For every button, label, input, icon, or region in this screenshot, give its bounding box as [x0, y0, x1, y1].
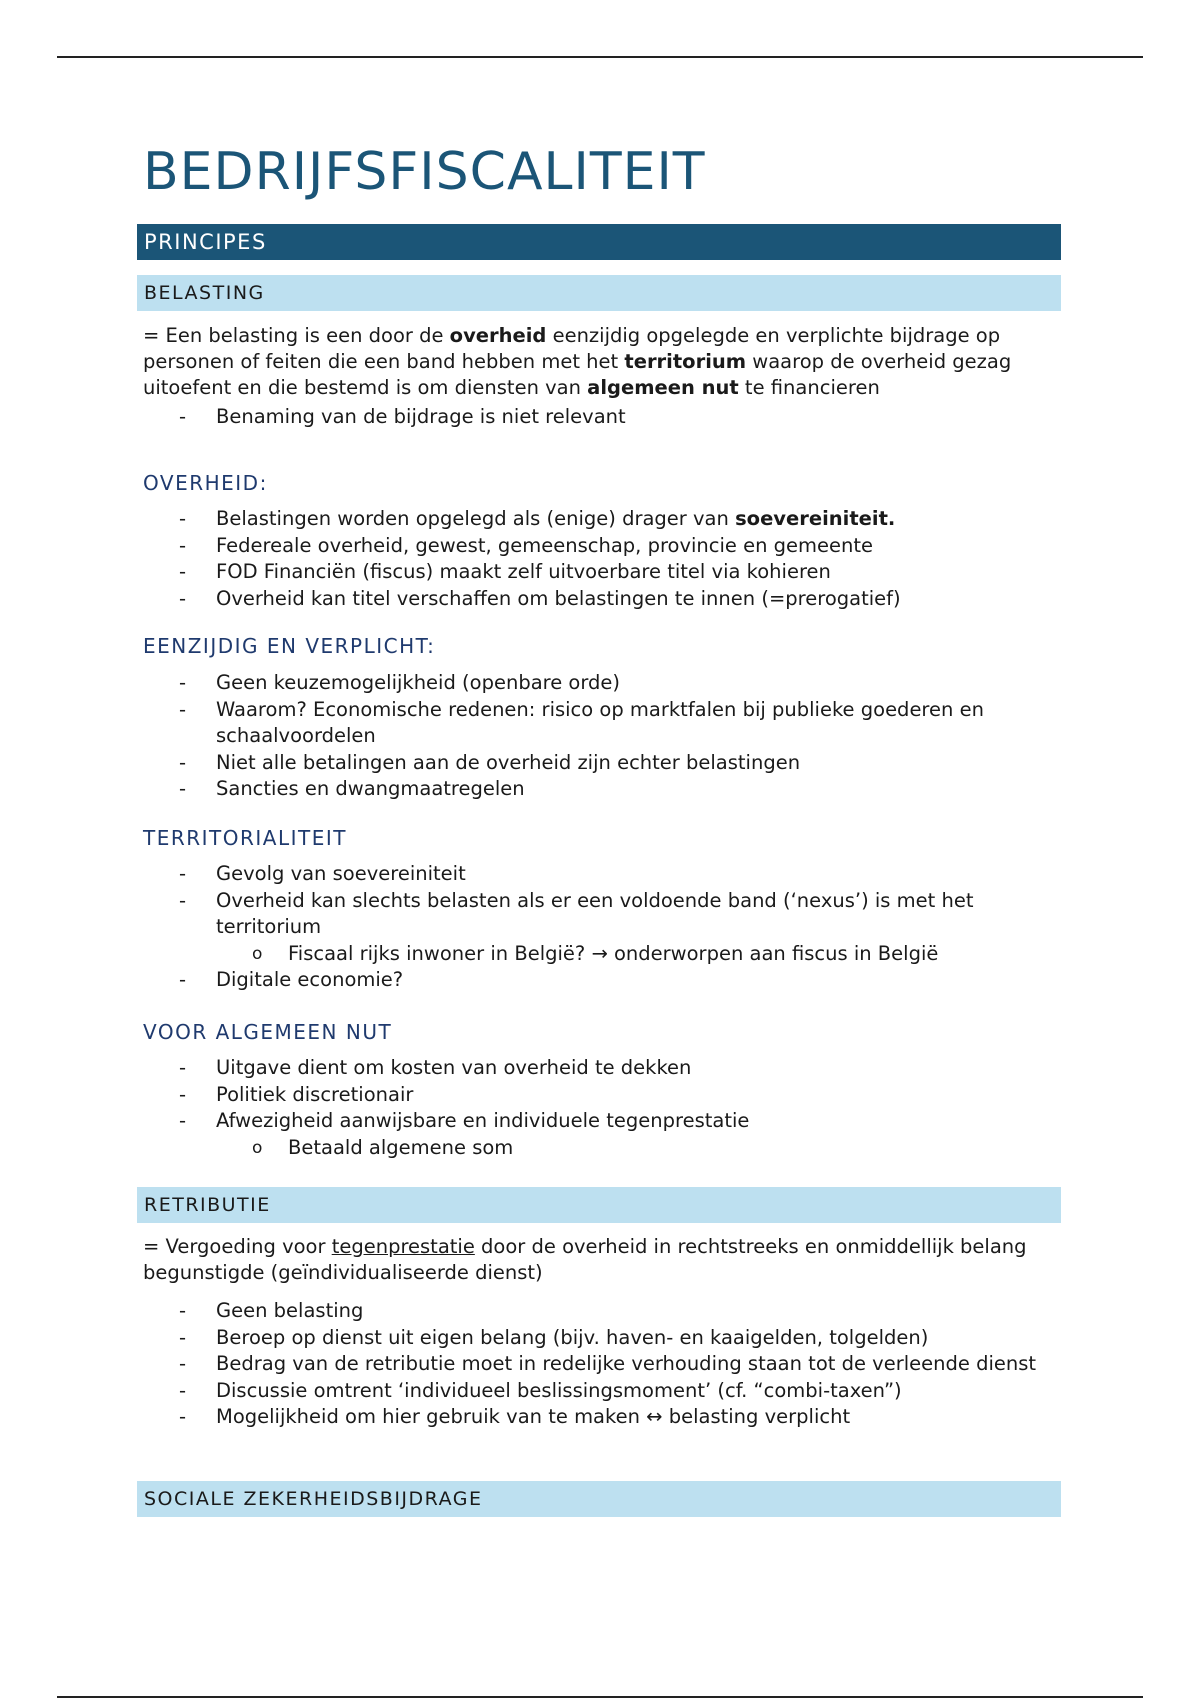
retributie-list — [143, 1298, 1058, 1431]
heading-eenzijdig: EENZIJDIG EN VERPLICHT: — [143, 634, 436, 658]
list-item: - Overheid kan slechts belasten als er een voldoende band (‘nexus’) is met het territorium — [179, 888, 974, 938]
list-item: - Overheid kan titel verschaffen om belastingen te innen (=prerogatief) — [179, 586, 901, 610]
list-item: - Mogelijkheid om hier gebruik van te maken ↔ belasting verplicht — [179, 1405, 851, 1428]
territorialiteit-list — [143, 861, 1058, 994]
list-item: - Federeale overheid, gewest, gemeenschap, provincie en gemeente — [179, 533, 874, 557]
list-item: - Gevolg van soevereiniteit — [179, 862, 466, 885]
footer-rule — [57, 1696, 1143, 1698]
header-rule — [57, 56, 1143, 58]
heading-belasting: BELASTING — [137, 275, 1061, 311]
list-item: - Digitale economie? — [179, 968, 404, 991]
belasting-definition: = Een belasting is een door de overheid eenzijdig opgelegde en verplichte bijdrage op personen of feiten die een band hebben met het territorium waarop de overheid gezag uitoefent en die bestemd is om diensten van algemeen nut te financieren — [143, 324, 1012, 399]
list-item: - Sancties en dwangmaatregelen — [179, 777, 525, 800]
list-item: - Afwezigheid aanwijsbare en individuele tegenprestatie — [179, 1109, 750, 1132]
heading-overheid: OVERHEID: — [143, 471, 268, 495]
list-item: - Niet alle betalingen aan de overheid zijn echter belastingen — [179, 750, 801, 774]
list-item: - Waarom? Economische redenen: risico op marktfalen bij publieke goederen en schaalvoordelen — [179, 697, 984, 747]
list-item: - Beroep op dienst uit eigen belang (bijv. haven- en kaaigelden, tolgelden) — [179, 1325, 929, 1349]
document-title: BEDRIJFSFISCALITEIT — [143, 142, 706, 202]
algemeen-nut-list — [143, 1055, 1058, 1161]
heading-principes: PRINCIPES — [137, 224, 1061, 260]
list-item: - Uitgave dient om kosten van overheid te dekken — [179, 1056, 692, 1079]
list-item: - Bedrag van de retributie moet in redelijke verhouding staan tot de verleende dienst — [179, 1352, 1037, 1375]
belasting-list — [143, 404, 1058, 431]
overheid-list — [143, 506, 1058, 612]
list-item: - Geen belasting — [179, 1299, 364, 1322]
list-item: - Geen keuzemogelijkheid (openbare orde) — [179, 671, 621, 694]
heading-retributie: RETRIBUTIE — [137, 1187, 1061, 1223]
sub-list-item: o Fiscaal rijks inwoner in België? → onderworpen aan fiscus in België — [252, 941, 939, 965]
heading-sociale-zekerheidsbijdrage: SOCIALE ZEKERHEIDSBIJDRAGE — [137, 1481, 1061, 1517]
list-item: - Belastingen worden opgelegd als (enige) drager van soevereiniteit. — [179, 507, 896, 530]
retributie-definition: = Vergoeding voor tegenprestatie door de overheid in rechtstreeks en onmiddellijk belang begunstigde (geïndividualiseerde dienst) — [143, 1235, 1027, 1284]
list-item: - Discussie omtrent ‘individueel beslissingsmoment’ (cf. “combi-taxen”) — [179, 1378, 902, 1402]
heading-algemeen-nut: VOOR ALGEMEEN NUT — [143, 1020, 393, 1044]
eenzijdig-list — [143, 670, 1058, 803]
list-item: - FOD Financiën (fiscus) maakt zelf uitvoerbare titel via kohieren — [179, 560, 831, 583]
heading-territorialiteit: TERRITORIALITEIT — [143, 826, 347, 850]
sub-list-item: o Betaald algemene som — [252, 1135, 514, 1159]
list-item: - Benaming van de bijdrage is niet relevant — [179, 405, 626, 428]
list-item: - Politiek discretionair — [179, 1082, 414, 1106]
